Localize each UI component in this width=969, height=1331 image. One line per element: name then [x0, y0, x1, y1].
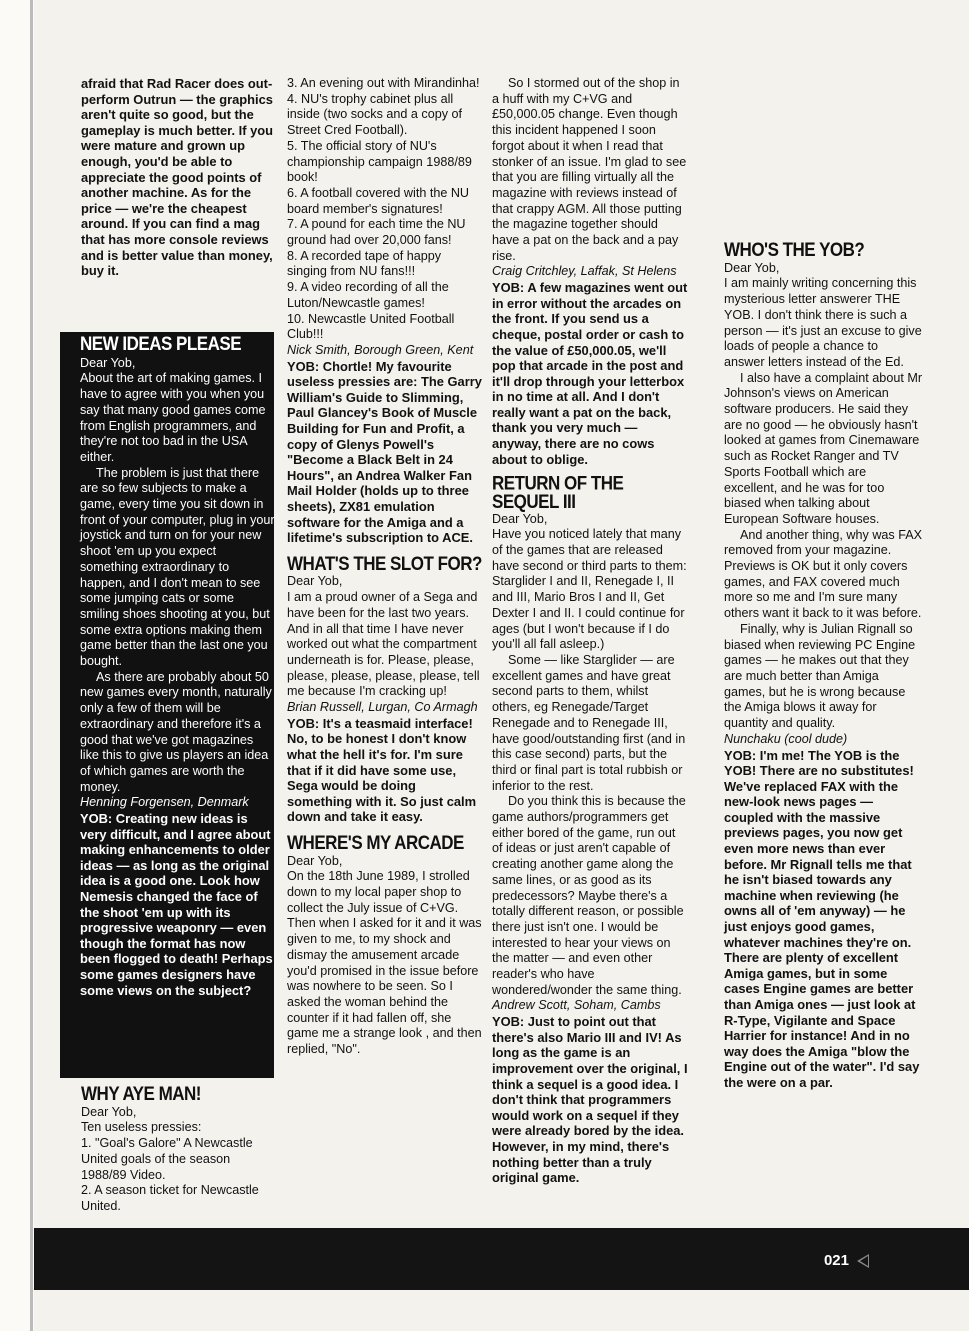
- page-arrow-icon: [857, 1254, 869, 1268]
- why-aye-item-10: 10. Newcastle United Football Club!!!: [287, 311, 455, 342]
- why-aye-item-5: 5. The official story of NU's championship campaign 1988/89 book!: [287, 138, 472, 185]
- page-number: 021: [823, 1252, 849, 1269]
- who-p1: I am mainly writing concerning this mysterious letter answerer THE YOB. I don't think there is such a person — it's just an excuse to give loads of people a chance to answer letters instead of the Ed.: [724, 276, 922, 369]
- why-aye-signature: Nick Smith, Borough Green, Kent: [287, 342, 474, 357]
- sequel-heading: RETURN OF THE SEQUEL III: [492, 472, 624, 513]
- who-signature: Nunchaku (cool dude): [724, 731, 848, 746]
- slot-signature: Brian Russell, Lurgan, Co Armagh: [287, 700, 478, 715]
- why-aye-item-2: 2. A season ticket for Newcastle United.: [81, 1183, 259, 1213]
- arcade-heading: WHERE'S MY ARCADE: [287, 831, 464, 854]
- slot-salutation: Dear Yob,: [287, 574, 343, 589]
- new-ideas-p3: As there are probably about 50 new games every month, naturally only a few of them will be extraordinary and therefore it's a good that we've got magazines like this to give us players an idea of which games are worth the money.: [80, 669, 272, 794]
- column-2: [287, 76, 483, 1057]
- who-salutation: Dear Yob,: [724, 260, 780, 275]
- who-p2: I also have a complaint about Mr Johnson's views on American software producers. He said they are no good — he obviously hasn't looked at games from Cinemaware such as Rocket Ranger and TV Sports Football which are excellent, and he was for too biased when talking about European Software houses.: [724, 370, 923, 526]
- why-aye-heading: WHY AYE MAN!: [81, 1082, 201, 1105]
- sequel-signature: Andrew Scott, Soham, Cambs: [492, 998, 661, 1013]
- new-ideas-p2: The problem is just that there are so few subjects to make a game, every time you sit down in front of your computer, plug in your joystick and turn on for your new shoot 'em up you expect something extraordinary to happen, and I don't mean to see some jumping cats or some smiling shoes shooting at you, but some extra options making them game better than the last one you bought.: [80, 465, 275, 669]
- who-heading: WHO'S THE YOB?: [724, 238, 865, 261]
- yob-reply-rad-racer: afraid that Rad Racer does out-perform Outrun — the graphics aren't quite so good, but the gameplay is much better. If you were mature and grown up enough, you'd be able to appreciate the good points of another machine. As for the price — we're the cheapest around. If you can find a mag that has more console reviews and is better value than money, buy it.: [81, 76, 273, 279]
- new-ideas-heading: NEW IDEAS PLEASE: [80, 332, 242, 355]
- why-aye-item-8: 8. A recorded tape of happy singing from NU fans!!!: [287, 248, 442, 279]
- arcade-salutation: Dear Yob,: [287, 853, 343, 868]
- sequel-p3: Do you think this is because the game authors/programmers get either bored of the game, run out of ideas or just aren't capable of creating another game along the same lines, or as good as its predecessors? Maybe there's a totally different reason, or possible there just isn't one. I would be interested to hear your views on the matter — and even other reader's who have wondered/wonder the same thing.: [492, 794, 686, 997]
- arcade-signature: Craig Critchley, Laffak, St Helens: [492, 264, 677, 279]
- why-aye-item-9: 9. A video recording of all the Luton/Newcastle games!: [287, 280, 449, 310]
- arcade-yob-reply: YOB: A few magazines went out in error without the arcades on the front. If you send us a cheque, postal order or cash to the value of £50,000.05, we'll pop that arcade in the post and it'll drop through your letterbox in no time at all. And I don't really want a pat on the back, thank you very much — anyway, there are no cows about to oblige.: [492, 280, 688, 467]
- new-ideas-signature: Henning Forgensen, Denmark: [80, 795, 249, 810]
- sequel-salutation: Dear Yob,: [492, 511, 548, 526]
- arcade-p1: On the 18th June 1989, I strolled down to my local paper shop to collect the July issue of C+VG. Then when I asked for it and it was given to me, to my shock and dismay the amusement arcade you'd promised in the issue before was nowhere to be seen. So I asked the woman behind the counter if it had fallen off, she game me a strange look , and then replied, "No".: [287, 869, 482, 1057]
- sequel-p2: Some — like Starglider — are excellent games and have great second parts to them, whilst others, eg Renegade/Target Renegade and to Renegade III, have good/outstanding first (and in this case second) parts, but the third or final part is total rubbish or inferior to the rest.: [492, 653, 686, 793]
- who-p4: Finally, why is Julian Rignall so biased when reviewing PC Engine games — he makes out that they are much better than Amiga games, but he is wrong because the Amiga blows it away for quantity and quality.: [724, 621, 916, 731]
- new-ideas-yob-reply: YOB: Creating new ideas is very difficult, and I agree about making enhancements to older ideas — as long as the original idea is a good one. Look how Nemesis changed the face of the shoot 'em up with its progressive weaponry — even though the format has now been flogged to death! Perhaps some games designers have some views on the subject?: [80, 811, 273, 998]
- why-aye-salutation: Dear Yob,: [81, 1104, 137, 1119]
- slot-heading: WHAT'S THE SLOT FOR?: [287, 552, 482, 575]
- why-aye-yob-reply: YOB: Chortle! My favourite useless pressies are: The Garry William's Guide to Slimming, Paul Glancey's Book of Muscle Building for Fun and Profit, a copy of Glenys Powell's "Become a Black Belt in 24 Hours", an Andrea Walker Fan Mail Holder (holds up to three sheets), ZX81 emulation software for the Amiga and a lifetime's subscription to ACE.: [287, 358, 482, 546]
- who-yob-reply: YOB: I'm me! The YOB is the YOB! There are no substitutes! We've replaced FAX with the new-look news pages — coupled with the massive previews pages, you now get even more news than ever before. Mr Rignall tells me that he isn't biased towards any machine when reviewing (he owns all of 'em anyway) — he just enjoys good games, whatever machines they're on. There are plenty of excellent Amiga games, but in some cases Engine games are better than Amiga ones — just look at R-Type, Vigilante and Space Harrier for instance! And in no way does the Amiga "blow the Engine out of the water". I'd say the were on a par.: [724, 747, 920, 1090]
- page-binding-edge: [0, 0, 34, 1331]
- why-aye-item-1: 1. "Goal's Galore" A Newcastle United goals of the season 1988/89 Video.: [81, 1136, 253, 1182]
- new-ideas-letter: [80, 334, 275, 998]
- new-ideas-p1: About the art of making games. I have to agree with you when you say that many good games come from English programmers, and they're not too bad in the USA either.: [80, 371, 266, 464]
- why-aye-item-7: 7. A pound for each time the NU ground had over 20,000 fans!: [287, 217, 466, 248]
- who-p3: And another thing, why was FAX removed from your magazine. Previews is OK but it only covers games, and FAX covered much more so me and I'm sure many others want it back to it was before.: [724, 527, 923, 621]
- column-3: [492, 76, 688, 1186]
- why-aye-letter-start: [81, 1080, 277, 1215]
- column-1-top: [81, 76, 277, 279]
- why-aye-item-4: 4. NU's trophy cabinet plus all inside (two socks and a copy of Street Cred Football).: [287, 91, 463, 138]
- column-4: [724, 76, 922, 1091]
- slot-p1: I am a proud owner of a Sega and have been for the last two years. And in all that time I have never worked out what the compartment underneath is for. Please, please, please, please, please, please, tell me because I'm cracking up!: [287, 590, 480, 699]
- why-aye-intro: Ten useless pressies:: [81, 1120, 202, 1135]
- binding-line: [30, 0, 33, 1331]
- why-aye-item-6: 6. A football covered with the NU board member's signatures!: [287, 185, 470, 216]
- new-ideas-salutation: Dear Yob,: [80, 355, 136, 370]
- arcade-p2: So I stormed out of the shop in a huff with my C+VG and £50,000.05 change. Even though this incident happened I soon forgot about it when I read that stonker of an issue. I'm glad to see that you are filling virtually all the magazine with reviews instead of that crappy AGM. All those putting the magazine together should have a pat on the back and a pay rise.: [492, 76, 687, 263]
- slot-yob-reply: YOB: It's a teasmaid interface! No, to be honest I don't know what the hell it's for. I'm sure that if it did have some use, Sega would be doing something with it. So just calm down and take it easy.: [287, 715, 477, 825]
- sequel-yob-reply-start: YOB: Just to point out that there's also Mario III and IV! As long as the game is an improvement over the original, I think a sequel is a good idea. I don't think that programmers would work on a sequel if they were already bored by the idea. However, in my mind, there's nothing better than a truly original game.: [492, 1014, 688, 1186]
- sequel-p1: Have you noticed lately that many of the games that are released have second or third parts to them: Starglider I and II, Renegade I, II and III, Mario Bros I and II, Get Dexter I and II. I could continue for ages (but I won't because if I do you'll all fall asleep.): [492, 527, 687, 652]
- why-aye-item-3: 3. An evening out with Mirandinha!: [287, 76, 480, 90]
